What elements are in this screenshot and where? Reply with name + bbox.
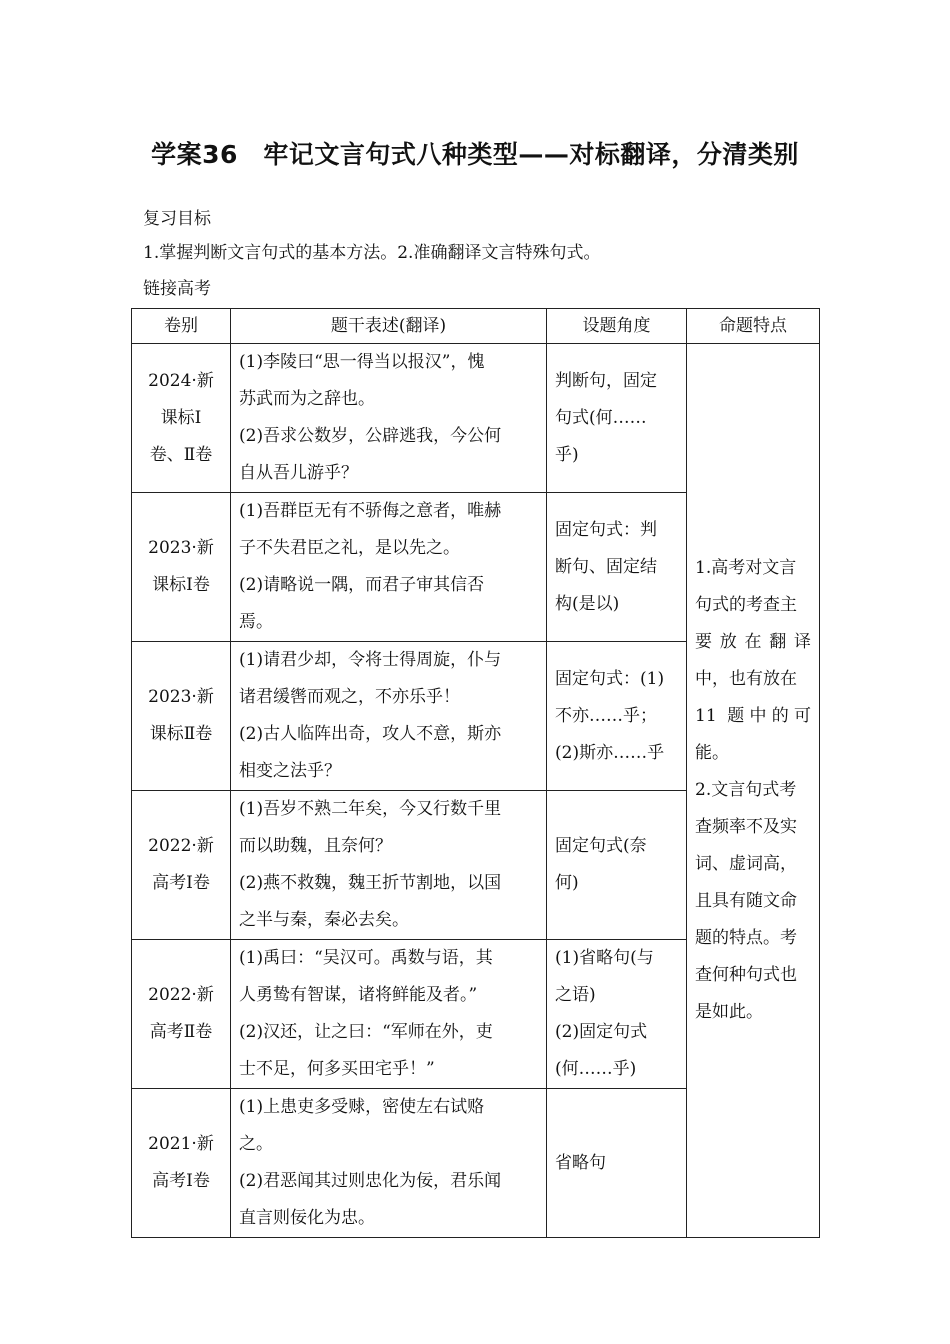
page-title: 学案36 牢记文言句式八种类型——对标翻译，分清类别 <box>151 140 799 169</box>
cell-angle: (1)省略句(与 之语) (2)固定句式 (何……乎) <box>547 940 687 1089</box>
cell-stem: (1)吾群臣无有不骄侮之意者，唯赫 子不失君臣之礼，是以先之。 (2)请略说一隅，而君子审其信否 焉。 <box>231 493 547 642</box>
table-row <box>132 344 820 493</box>
cell-angle: 固定句式(奈 何) <box>547 791 687 940</box>
cell-juan: 2022·新 高考Ⅰ卷 <box>132 791 231 940</box>
cell-angle: 判断句，固定 句式(何…… 乎) <box>547 344 687 493</box>
cell-juan: 2022·新 高考Ⅱ卷 <box>132 940 231 1089</box>
header-juan: 卷别 <box>132 309 231 344</box>
section-heading-goals: 复习目标 <box>143 209 211 229</box>
header-feature: 命题特点 <box>687 309 820 344</box>
cell-angle: 固定句式：判 断句、固定结 构(是以) <box>547 493 687 642</box>
cell-stem: (1)上患吏多受赇，密使左右试赂 之。 (2)君恶闻其过则忠化为佞，君乐闻 直言则佞化为忠。 <box>231 1089 547 1238</box>
header-stem: 题干表述(翻译) <box>231 309 547 344</box>
cell-angle: 省略句 <box>547 1089 687 1238</box>
cell-stem: (1)吾岁不熟二年矣，今又行数千里 而以助魏，且奈何？ (2)燕不救魏，魏王折节割地，以国 之半与秦，秦必去矣。 <box>231 791 547 940</box>
cell-juan: 2024·新 课标Ⅰ 卷、Ⅱ卷 <box>132 344 231 493</box>
cell-stem: (1)请君少却，令将士得周旋，仆与 诸君缓辔而观之，不亦乐乎！ (2)古人临阵出奇，攻人不意，斯亦 相变之法乎？ <box>231 642 547 791</box>
cell-juan: 2023·新 课标Ⅱ卷 <box>132 642 231 791</box>
goals-text: 1.掌握判断文言句式的基本方法。2.准确翻译文言特殊句式。 <box>143 243 601 263</box>
cell-feature: 1.高考对文言 句式的考查主 要放在翻译 中，也有放在 11 题中的可 能。 2.文言句式考 查频率不及实 词、虚词高， 且具有随文命 题的特点。考 查何种句式也 是如此。 <box>687 344 820 1238</box>
cell-stem: (1)禹曰：“吴汉可。禹数与语，其 人勇鸷有智谋，诸将鲜能及者。” (2)汉还，让之曰：“军师在外，吏 士不足，何多买田宅乎！” <box>231 940 547 1089</box>
header-angle: 设题角度 <box>547 309 687 344</box>
cell-juan: 2023·新 课标Ⅰ卷 <box>132 493 231 642</box>
exam-table <box>131 308 820 1238</box>
cell-angle: 固定句式：(1) 不亦……乎； (2)斯亦……乎 <box>547 642 687 791</box>
section-heading-link: 链接高考 <box>143 279 211 299</box>
cell-juan: 2021·新 高考Ⅰ卷 <box>132 1089 231 1238</box>
cell-stem: (1)李陵曰“思一得当以报汉”，愧 苏武而为之辞也。 (2)吾求公数岁，公辟逃我，今公何 自从吾儿游乎？ <box>231 344 547 493</box>
table-header-row <box>132 309 820 344</box>
